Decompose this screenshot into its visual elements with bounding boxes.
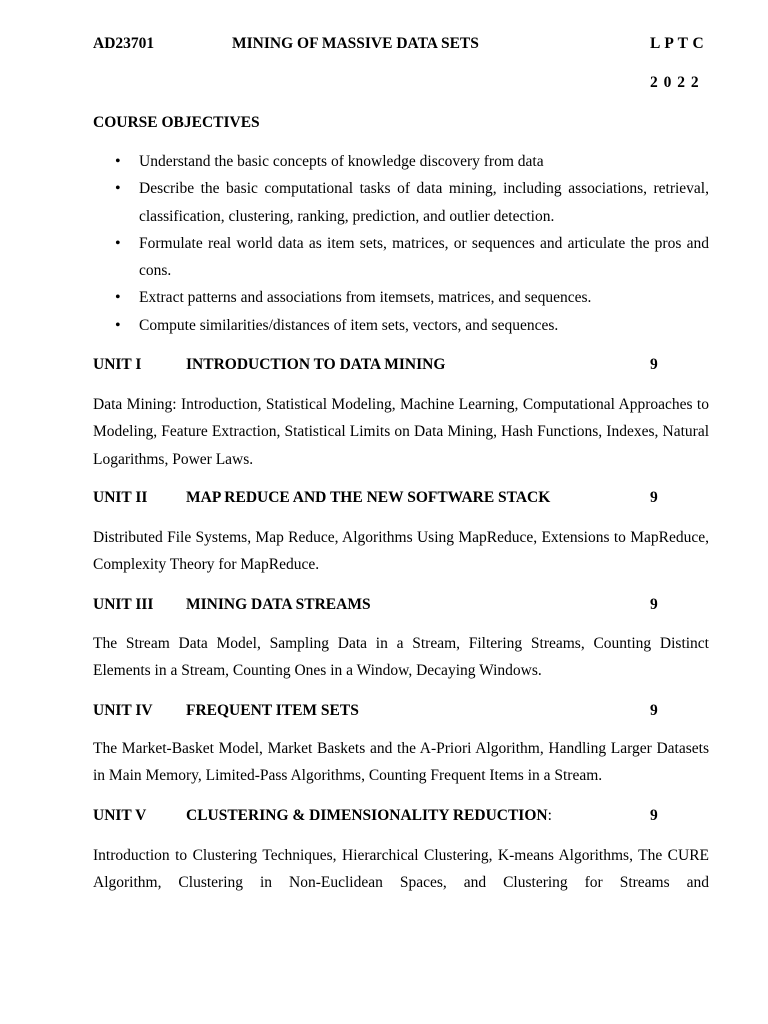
objective-item: • Formulate real world data as item sets, matrices, or sequences and articulate the pros and cons. <box>93 230 709 285</box>
unit-content: Data Mining: Introduction, Statistical Modeling, Machine Learning, Computational Approaches to Modeling, Feature Extraction, Statistical Limits on Data Mining, Hash Functions, Indexes, Natural Logarithms, Power Laws. <box>93 396 709 468</box>
unit-title-suffix: : <box>547 807 552 824</box>
objective-item: • Understand the basic concepts of knowledge discovery from data <box>93 148 709 175</box>
unit-content: Distributed File Systems, Map Reduce, Algorithms Using MapReduce, Extensions to MapReduce, Complexity Theory for MapReduce. <box>93 529 709 574</box>
unit-hours: 9 <box>650 489 658 506</box>
unit-title-text: INTRODUCTION TO DATA MINING <box>186 356 446 373</box>
ltpc-values: 2 0 2 2 <box>650 74 700 91</box>
unit-label: UNIT II <box>93 489 148 506</box>
unit-hours: 9 <box>650 807 658 824</box>
unit-title <box>186 488 550 508</box>
unit-hours: 9 <box>650 356 658 373</box>
objective-item: • Describe the basic computational tasks of data mining, including associations, retrieval, classification, clustering, ranking, prediction, and outlier detection. <box>93 175 709 230</box>
unit-title <box>186 355 445 375</box>
unit-title-text: FREQUENT ITEM SETS <box>186 702 359 719</box>
unit-hours: 9 <box>650 596 658 613</box>
unit-label: UNIT III <box>93 596 154 613</box>
unit-title <box>186 806 552 826</box>
unit-content: The Stream Data Model, Sampling Data in a Stream, Filtering Streams, Counting Distinct Elements in a Stream, Counting Ones in a Window, Decaying Windows. <box>93 635 709 680</box>
unit-label: UNIT I <box>93 356 142 373</box>
unit-title-text: MAP REDUCE AND THE NEW SOFTWARE STACK <box>186 489 551 506</box>
course-title: MINING OF MASSIVE DATA SETS <box>232 35 479 52</box>
unit-title <box>186 701 359 721</box>
objective-item: • Extract patterns and associations from itemsets, matrices, and sequences. <box>93 284 709 311</box>
unit-label: UNIT V <box>93 807 147 824</box>
unit-title-text: CLUSTERING & DIMENSIONALITY REDUCTION <box>186 807 548 824</box>
objective-item: • Compute similarities/distances of item sets, vectors, and sequences. <box>93 312 709 339</box>
unit-title-text: MINING DATA STREAMS <box>186 596 371 613</box>
objectives-heading: COURSE OBJECTIVES <box>93 114 260 131</box>
unit-title <box>186 595 371 615</box>
objectives-list <box>93 148 709 339</box>
unit-label: UNIT IV <box>93 702 153 719</box>
ltpc-label: L P T C <box>650 35 705 52</box>
unit-content: Introduction to Clustering Techniques, Hierarchical Clustering, K-means Algorithms, The CURE Algorithm, Clustering in Non-Euclidean Spaces, and Clustering for Streams and <box>93 847 709 892</box>
unit-content: The Market-Basket Model, Market Baskets and the A-Priori Algorithm, Handling Larger Datasets in Main Memory, Limited-Pass Algorithms, Counting Frequent Items in a Stream. <box>93 740 709 785</box>
unit-hours: 9 <box>650 702 658 719</box>
course-code: AD23701 <box>93 35 155 52</box>
